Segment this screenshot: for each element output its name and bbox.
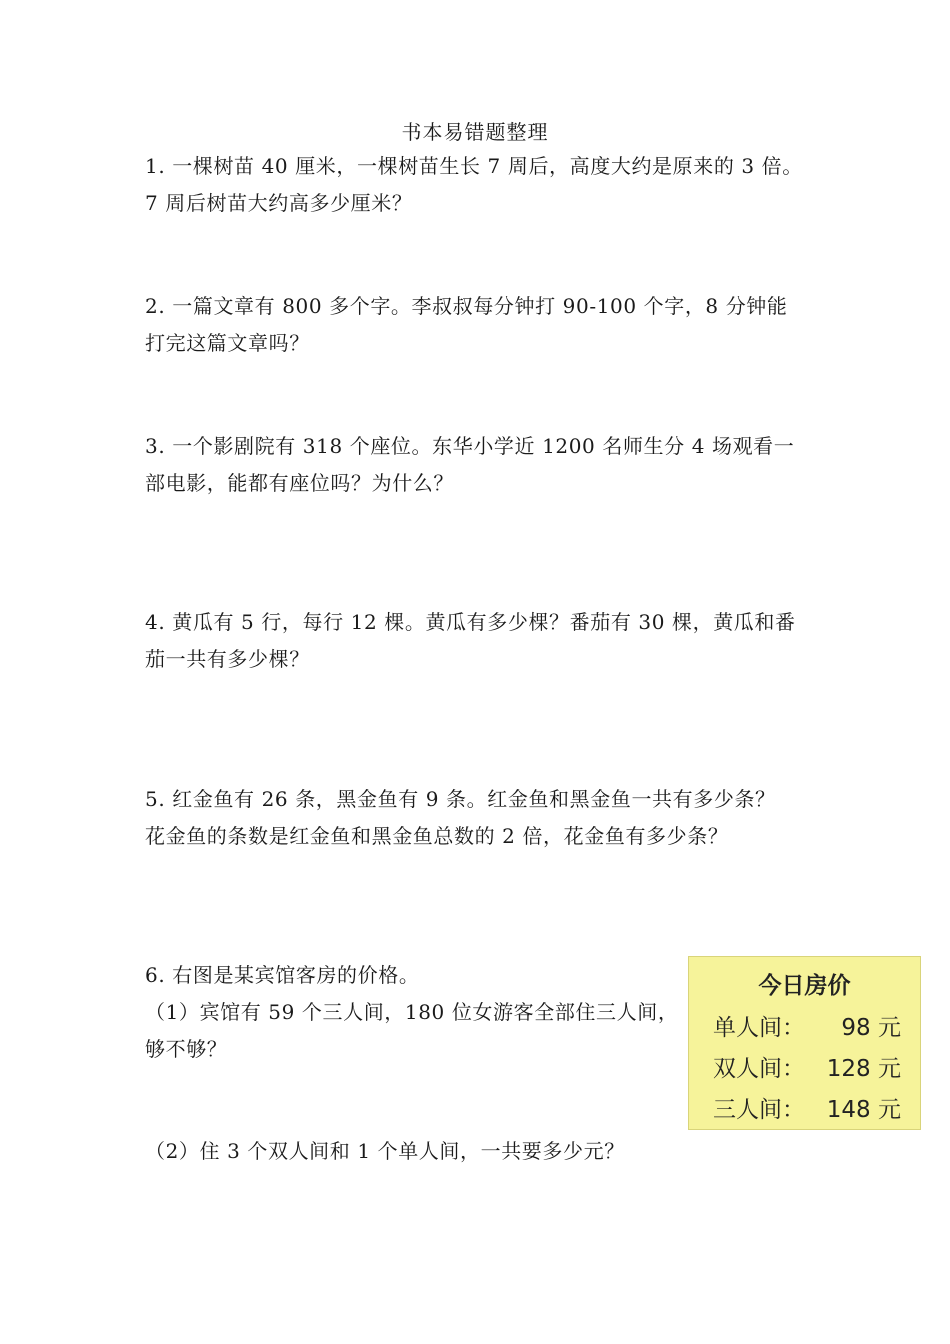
- question-line: 1. 一棵树苗 40 厘米，一棵树苗生长 7 周后，高度大约是原来的 3 倍。: [145, 154, 803, 178]
- room-type: 单人间：: [713, 1015, 805, 1041]
- room-price-card: [688, 956, 921, 1130]
- price-row-double: [713, 1054, 903, 1084]
- question-5: [145, 781, 825, 855]
- question-6: [145, 957, 685, 1068]
- question-6-part-2: （2）住 3 个双人间和 1 个单人间，一共要多少元？: [145, 1139, 625, 1163]
- room-type: 三人间：: [713, 1097, 805, 1123]
- price-row-triple: [713, 1095, 903, 1125]
- question-line: 5. 红金鱼有 26 条，黑金鱼有 9 条。红金鱼和黑金鱼一共有多少条？: [145, 787, 776, 811]
- question-line: 部电影，能都有座位吗？为什么？: [145, 471, 454, 495]
- question-line: 7 周后树苗大约高多少厘米？: [145, 191, 413, 215]
- question-1: [145, 148, 825, 222]
- question-3: [145, 428, 825, 502]
- question-2: [145, 288, 825, 362]
- question-line: 茄一共有多少棵？: [145, 647, 310, 671]
- question-line: 4. 黄瓜有 5 行，每行 12 棵。黄瓜有多少棵？番茄有 30 棵，黄瓜和番: [145, 610, 796, 634]
- question-line: 3. 一个影剧院有 318 个座位。东华小学近 1200 名师生分 4 场观看一: [145, 434, 795, 458]
- question-4: [145, 604, 825, 678]
- room-price: 148 元: [826, 1097, 901, 1123]
- page-title: 书本易错题整理: [401, 120, 549, 144]
- price-card-title: 今日房价: [758, 973, 851, 999]
- price-row-single: [713, 1013, 903, 1043]
- room-type: 双人间：: [713, 1056, 805, 1082]
- question-line: 打完这篇文章吗？: [145, 331, 310, 355]
- question-line: 6. 右图是某宾馆客房的价格。: [145, 963, 420, 987]
- question-line: 2. 一篇文章有 800 多个字。李叔叔每分钟打 90-100 个字，8 分钟能: [145, 294, 788, 318]
- question-line: 花金鱼的条数是红金鱼和黑金鱼总数的 2 倍，花金鱼有多少条？: [145, 824, 729, 848]
- room-price: 98 元: [841, 1015, 901, 1041]
- question-line: （1）宾馆有 59 个三人间，180 位女游客全部住三人间，: [145, 1000, 679, 1024]
- question-line: 够不够？: [145, 1037, 228, 1061]
- room-price: 128 元: [826, 1056, 901, 1082]
